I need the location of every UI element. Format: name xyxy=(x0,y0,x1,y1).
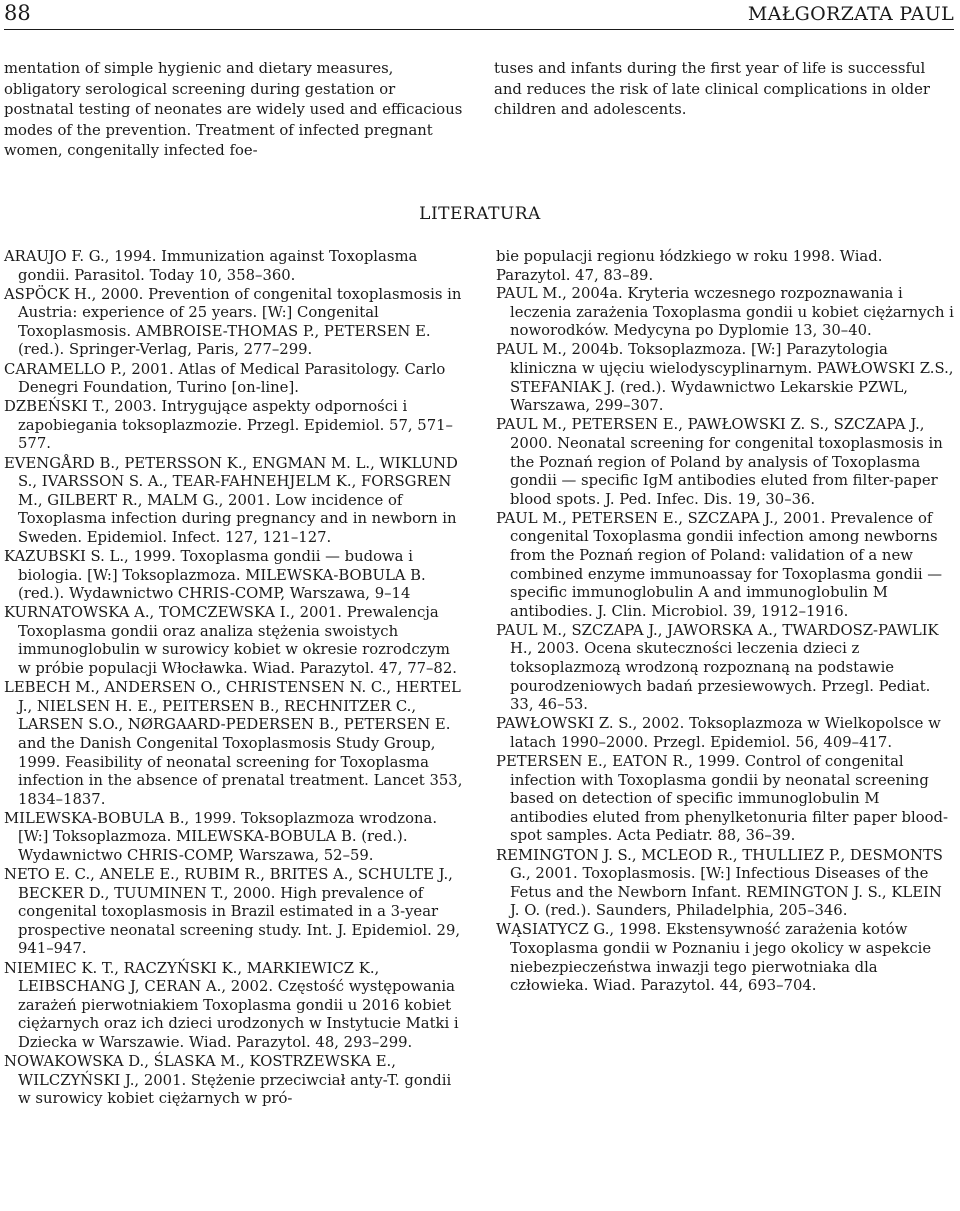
references-left-column xyxy=(4,248,464,1109)
reference-entry: PAWŁOWSKI Z. S., 2002. Toksoplazmoza w Wielkopolsce w latach 1990–2000. Przegl. Epidemiol. 56, 409–417. xyxy=(496,715,941,751)
reference-entry: WĄSIATYCZ G., 1998. Ekstensywność zarażenia kotów Toxoplasma gondii w Poznaniu i jego okolicy w aspekcie niebezpieczeństwa inwazji tego pierwotniaka dla człowieka. Wiad. Parazytol. 44, 693–704. xyxy=(496,921,932,995)
reference-entry: EVENGÅRD B., PETERSSON K., ENGMAN M. L., WIKLUND S., IVARSSON S. A., TEAR-FAHNEHJELM K., FORSGREN M., GILBERT R., MALM G., 2001. Low incidence of Toxoplasma infection during pregnancy and in newborn in Sweden. Epidemiol. Infect. 127, 121–127. xyxy=(4,454,458,546)
reference-entry: MILEWSKA-BOBULA B., 1999. Toksoplazmoza wrodzona. [W:] Toksoplazmoza. MILEWSKA-BOBULA B. (red.). Wydawnictwo CHRIS-COMP, Warszawa, 52–59. xyxy=(4,809,438,864)
intro-left-text: mentation of simple hygienic and dietary measures, obligatory serological screening during gestation or postnatal testing of neonates are widely used and efficacious modes of the prevention. Treatment of infected pregnant women, congenitally infected foe- xyxy=(4,60,463,160)
reference-entry: CARAMELLO P., 2001. Atlas of Medical Parasitology. Carlo Denegri Foundation, Turino [on-line]. xyxy=(4,360,446,397)
reference-entry: ARAUJO F. G., 1994. Immunization against Toxoplasma gondii. Parasitol. Today 10, 358–360. xyxy=(4,248,418,284)
page-number: 88 xyxy=(4,1,31,25)
intro-right-text: tuses and infants during the first year of life is successful and reduces the risk of late clinical complications in older children and adolescents. xyxy=(494,60,930,119)
reference-entry: PAUL M., 2004b. Toksoplazmoza. [W:] Parazytologia kliniczna w ujęciu wielodyscyplinarnym. PAWŁOWSKI Z.S., STEFANIAK J. (red.). Wydawnictwo Lekarskie PZWL, Warszawa, 299–307. xyxy=(496,341,954,415)
intro-left-column xyxy=(4,59,464,162)
reference-entry: NIEMIEC K. T., RACZYŃSKI K., MARKIEWICZ K., LEIBSCHANG J, CERAN A., 2002. Częstość występowania zarażeń pierwotniakiem Toxoplasma gondii u 2016 kobiet ciężarnych oraz ich dzieci urodzonych w Instytucie Matki i Dziecka w Warszawie. Wiad. Parazytol. 48, 293–299. xyxy=(4,959,459,1051)
reference-entry: DZBEŃSKI T., 2003. Intrygujące aspekty odporności i zapobiegania toksoplazmozie. Przegl. Epidemiol. 57, 571–577. xyxy=(4,398,453,453)
intro-right-column xyxy=(494,59,956,121)
reference-entry: NOWAKOWSKA D., ŚLASKA M., KOSTRZEWSKA E., WILCZYŃSKI J., 2001. Stężenie przeciwciał anty-T. gondii w surowicy kobiet ciężarnych w pró- xyxy=(4,1053,452,1108)
reference-entry: ASPÖCK H., 2000. Prevention of congenital toxoplasmosis in Austria: experience of 25 years. [W:] Congenital Toxoplasmosis. AMBROISE-THOMAS P., PETERSEN E. (red.). Springer-Verlag, Paris, 277–299. xyxy=(4,285,462,359)
page-header xyxy=(4,0,954,32)
reference-entry: NETO E. C., ANELE E., RUBIM R., BRITES A., SCHULTE J., BECKER D., TUUMINEN T., 2000. High prevalence of congenital toxoplasmosis in Brazil estimated in a 3-year prospective neonatal screening study. Int. J. Epidemiol. 29, 941–947. xyxy=(4,866,461,958)
references-right-column xyxy=(496,248,954,996)
section-heading-literatura: LITERATURA xyxy=(419,204,541,224)
reference-entry: PAUL M., SZCZAPA J., JAWORSKA A., TWARDOSZ-PAWLIK H., 2003. Ocena skuteczności leczenia dzieci z toksoplazmozą wrodzoną rozpoznaną na podstawie pourodzeniowych badań przesiewowych. Przegl. Pediat. 33, 46–53. xyxy=(496,621,939,714)
reference-entry: PAUL M., 2004a. Kryteria wczesnego rozpoznawania i leczenia zarażenia Toxoplasma gondii u kobiet ciężarnych i noworodków. Medycyna po Dyplomie 13, 30–40. xyxy=(496,285,954,340)
reference-continuation: bie populacji regionu łódzkiego w roku 1998. Wiad. Parazytol. 47, 83–89. xyxy=(496,248,883,284)
running-head: MAŁGORZATA PAUL xyxy=(747,3,954,25)
reference-entry: REMINGTON J. S., MCLEOD R., THULLIEZ P., DESMONTS G., 2001. Toxoplasmosis. [W:] Infectious Diseases of the Fetus and the Newborn Infant. REMINGTON J. S., KLEIN J. O. (red.). Saunders, Philadelphia, 205–346. xyxy=(496,846,943,920)
reference-entry: PAUL M., PETERSEN E., PAWŁOWSKI Z. S., SZCZAPA J., 2000. Neonatal screening for congenital toxoplasmosis in the Poznań region of Poland by analysis of Toxoplasma gondii — specific IgM antibodies eluted from filter-paper blood spots. J. Ped. Infec. Dis. 19, 30–36. xyxy=(496,416,943,508)
reference-entry: LEBECH M., ANDERSEN O., CHRISTENSEN N. C., HERTEL J., NIELSEN H. E., PEITERSEN B., RECHNITZER C., LARSEN S.O., NØRGAARD-PEDERSEN B., PETERSEN E. and the Danish Congenital Toxoplasmosis Study Group, 1999. Feasibility of neonatal screening for Toxoplasma infection in the absence of prenatal treatment. Lancet 353, 1834–1837. xyxy=(4,679,463,808)
reference-entry: KURNATOWSKA A., TOMCZEWSKA I., 2001. Prewalencja Toxoplasma gondii oraz analiza stężenia swoistych immunoglobulin w surowicy kobiet w okresie rozrodczym w próbie populacji Włocławka. Wiad. Parazytol. 47, 77–82. xyxy=(4,604,457,678)
header-rule xyxy=(4,29,954,30)
reference-entry: KAZUBSKI S. L., 1999. Toxoplasma gondii — budowa i biologia. [W:] Toksoplazmoza. MILEWSKA-BOBULA B. (red.). Wydawnictwo CHRIS-COMP, Warszawa, 9–14 xyxy=(4,548,426,603)
reference-entry: PAUL M., PETERSEN E., SZCZAPA J., 2001. Prevalence of congenital Toxoplasma gondii infection among newborns from the Poznań region of Poland: validation of a new combined enzyme immunoassay for Toxoplasma gondii — specific immunoglobulin A and immunoglobulin M antibodies. J. Clin. Microbiol. 39, 1912–1916. xyxy=(496,509,943,620)
reference-entry: PETERSEN E., EATON R., 1999. Control of congenital infection with Toxoplasma gondii by neonatal screening based on detection of specific immunoglobulin M antibodies eluted from phenylketonuria filter paper blood-spot samples. Acta Pediatr. 88, 36–39. xyxy=(496,753,948,845)
